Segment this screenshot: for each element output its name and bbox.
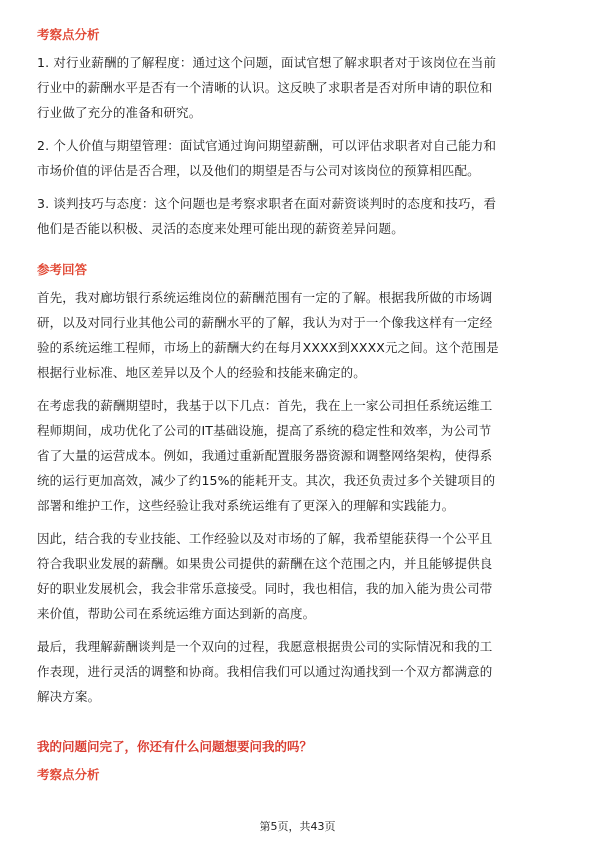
answer-line-4: 根据行业标准、地区差异以及个人的经验和技能来确定的。 (37, 365, 366, 380)
answer-line-9: 部署和维护工作，这些经验让我对系统运维有了更深入的理解和实践能力。 (37, 498, 455, 513)
analysis-line-7: 他们是否能以积极、灵活的态度来处理可能出现的薪资差异问题。 (37, 221, 404, 236)
answer-line-2: 研，以及对同行业其他公司的薪酬水平的了解，我认为对于一个像我这样有一定经 (37, 315, 493, 330)
answer-line-13: 来价值，帮助公司在系统运维方面达到新的高度。 (37, 606, 316, 621)
analysis-line-6: 3. 谈判技巧与态度：这个问题也是考察求职者在面对薪资谈判时的态度和技巧，看 (37, 196, 497, 211)
section-heading-analysis: 考察点分析 (37, 27, 100, 42)
page-number: 第5页，共43页 (259, 820, 336, 833)
answer-line-16: 解决方案。 (37, 689, 101, 704)
answer-line-12: 好的职业发展机会，我会非常乐意接受。同时，我也相信，我的加入能为贵公司带 (37, 581, 493, 596)
answer-line-15: 作表现，进行灵活的调整和协商。我相信我们可以通过沟通找到一个双方都满意的 (37, 664, 493, 679)
analysis-line-1: 1. 对行业薪酬的了解程度：通过这个问题，面试官想了解求职者对于该岗位在当前 (37, 55, 497, 70)
answer-line-14: 最后，我理解薪酬谈判是一个双向的过程，我愿意根据贵公司的实际情况和我的工 (37, 639, 493, 654)
analysis-line-4: 2. 个人价值与期望管理：面试官通过询问期望薪酬，可以评估求职者对自己能力和 (37, 138, 497, 153)
analysis-line-5: 市场价值的评估是否合理，以及他们的期望是否与公司对该岗位的预算相匹配。 (37, 163, 480, 178)
answer-line-3: 验的系统运维工程师，市场上的薪酬大约在每月XXXX到XXXX元之间。这个范围是 (37, 340, 499, 355)
analysis-line-3: 行业做了充分的准备和研究。 (37, 105, 202, 120)
analysis-line-2: 行业中的薪酬水平是否有一个清晰的认识。这反映了求职者是否对所申请的职位和 (37, 80, 493, 95)
answer-line-7: 省了大量的运营成本。例如，我通过重新配置服务器资源和调整网络架构，使得系 (37, 448, 493, 463)
question-heading: 我的问题问完了，你还有什么问题想要问我的吗？ (37, 739, 313, 754)
answer-line-1: 首先，我对廊坊银行系统运维岗位的薪酬范围有一定的了解。根据我所做的市场调 (37, 290, 493, 305)
answer-line-11: 符合我职业发展的薪酬。如果贵公司提供的薪酬在这个范围之内，并且能够提供良 (37, 556, 493, 571)
answer-line-6: 程师期间，成功优化了公司的IT基础设施，提高了系统的稳定性和效率，为公司节 (37, 423, 492, 438)
answer-line-8: 统的运行更加高效，减少了约15%的能耗开支。其次，我还负责过多个关键项目的 (37, 473, 496, 488)
section-heading-analysis-next: 考察点分析 (37, 767, 100, 782)
section-heading-answer: 参考回答 (37, 262, 88, 277)
answer-line-10: 因此，结合我的专业技能、工作经验以及对市场的了解，我希望能获得一个公平且 (37, 531, 493, 546)
answer-line-5: 在考虑我的薪酬期望时，我基于以下几点：首先，我在上一家公司担任系统运维工 (37, 398, 493, 413)
